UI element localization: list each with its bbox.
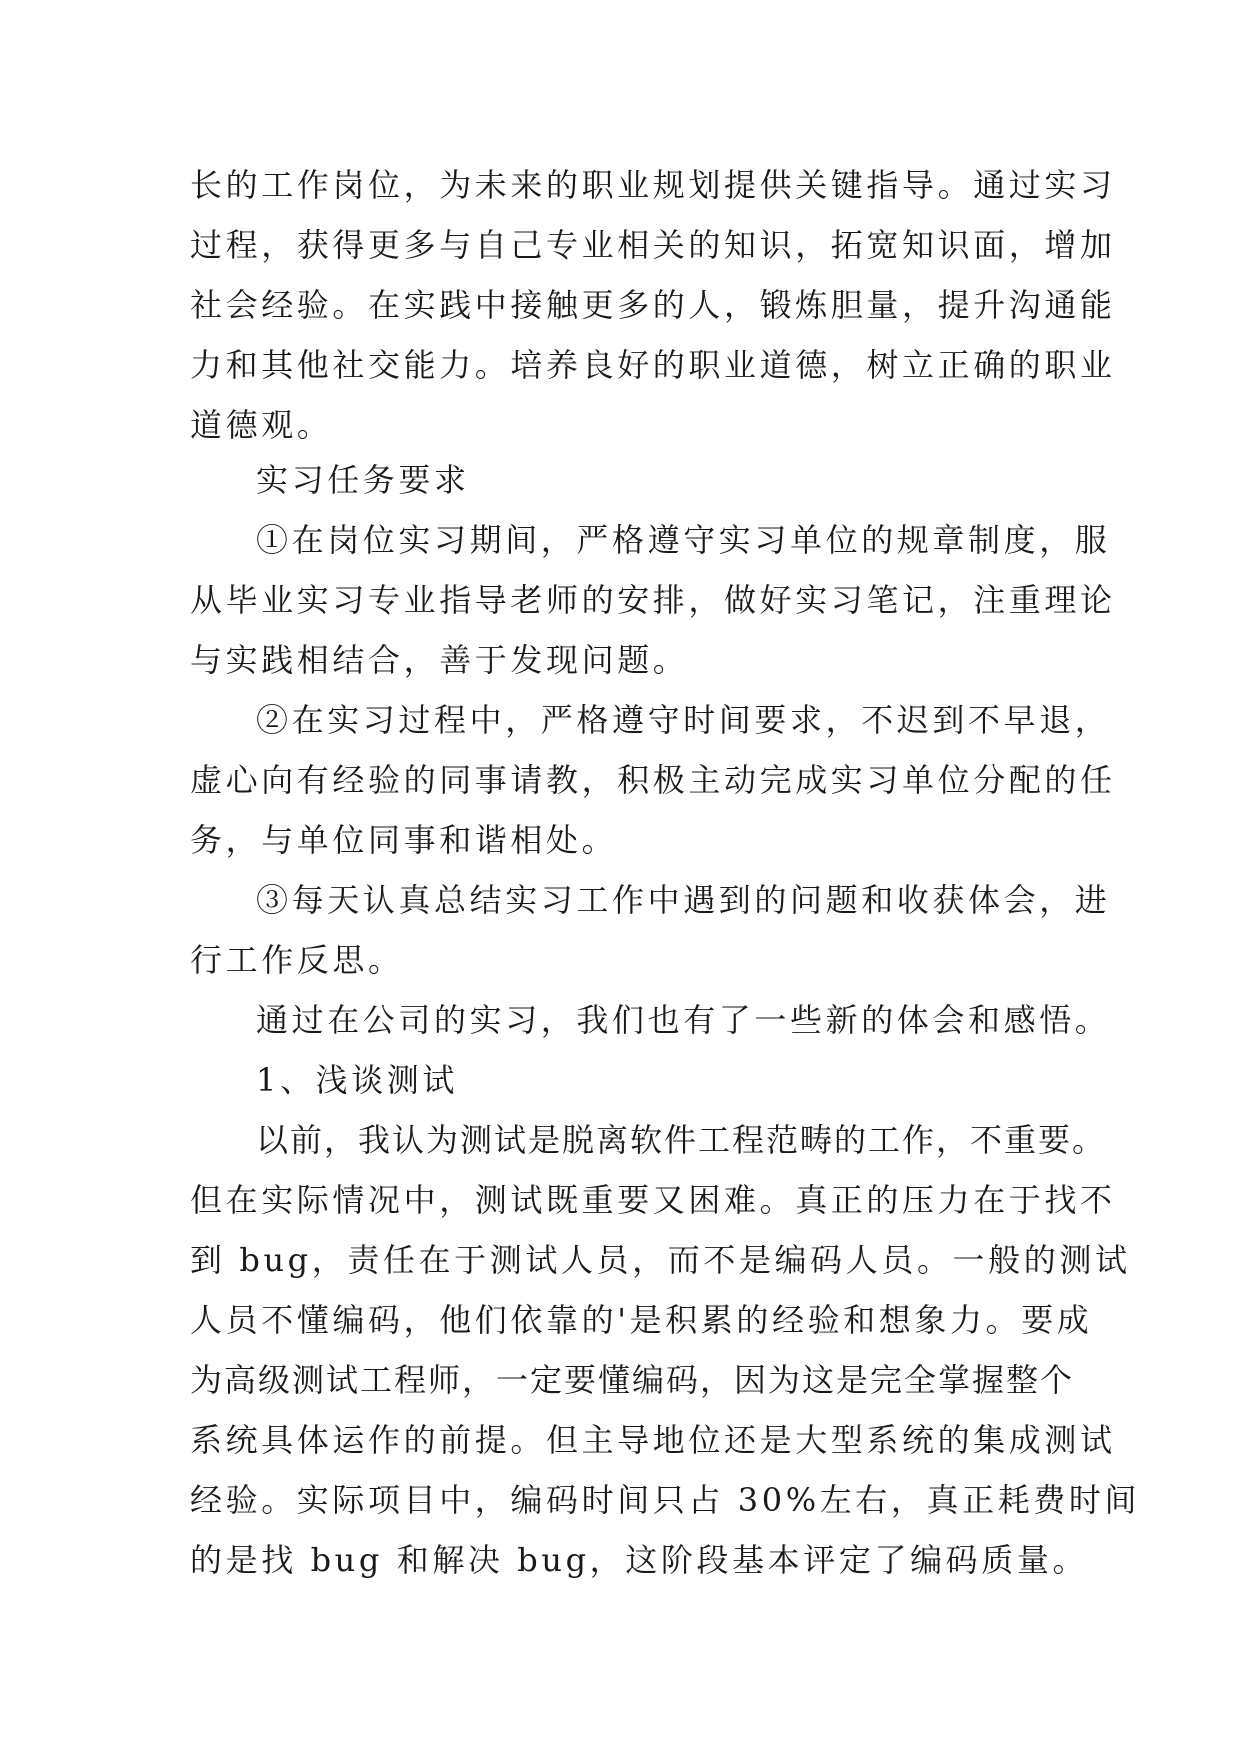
paragraph-line: 行工作反思。 [190,941,404,979]
paragraph-line: ②在实习过程中，严格遵守时间要求，不迟到不早退， [256,701,1111,739]
paragraph-line: 虚心向有经验的同事请教，积极主动完成实习单位分配的任 [190,761,1116,799]
paragraph-line: 从毕业实习专业指导老师的安排，做好实习笔记，注重理论 [190,581,1116,619]
paragraph-line: ③每天认真总结实习工作中遇到的问题和收获体会，进 [256,881,1111,919]
paragraph-line: ①在岗位实习期间，严格遵守实习单位的规章制度，服 [256,521,1111,559]
paragraph-line: 以前，我认为测试是脱离软件工程范畴的工作，不重要。 [256,1121,1107,1159]
paragraph-line: 长的工作岗位，为未来的职业规划提供关键指导。通过实习 [190,166,1116,204]
paragraph-line: 通过在公司的实习，我们也有了一些新的体会和感悟。 [256,1001,1111,1039]
paragraph-line: 但在实际情况中，测试既重要又困难。真正的压力在于找不 [190,1181,1116,1219]
paragraph-line: 力和其他社交能力。培养良好的职业道德，树立正确的职业 [190,346,1116,384]
paragraph-line: 的是找 bug 和解决 bug，这阶段基本评定了编码质量。 [190,1541,1089,1579]
paragraph-line: 道德观。 [190,406,333,444]
paragraph-line: 务，与单位同事和谐相处。 [190,821,618,859]
paragraph-line: 经验。实际项目中，编码时间只占 30%左右，真正耗费时间 [190,1481,1141,1519]
section-heading: 实习任务要求 [256,461,470,499]
paragraph-line: 到 bug，责任在于测试人员，而不是编码人员。一般的测试 [190,1241,1131,1279]
paragraph-line: 社会经验。在实践中接触更多的人，锻炼胆量，提升沟通能 [190,286,1116,324]
section-heading: 1、浅谈测试 [256,1061,458,1099]
paragraph-line: 过程，获得更多与自己专业相关的知识，拓宽知识面，增加 [190,226,1116,264]
paragraph-line: 与实践相结合，善于发现问题。 [190,641,689,679]
paragraph-line: 系统具体运作的前提。但主导地位还是大型系统的集成测试 [190,1421,1116,1459]
paragraph-line: 为高级测试工程师，一定要懂编码，因为这是完全掌握整个 [190,1361,1075,1399]
paragraph-line: 人员不懂编码，他们依靠的'是积累的经验和想象力。要成 [190,1301,1093,1339]
